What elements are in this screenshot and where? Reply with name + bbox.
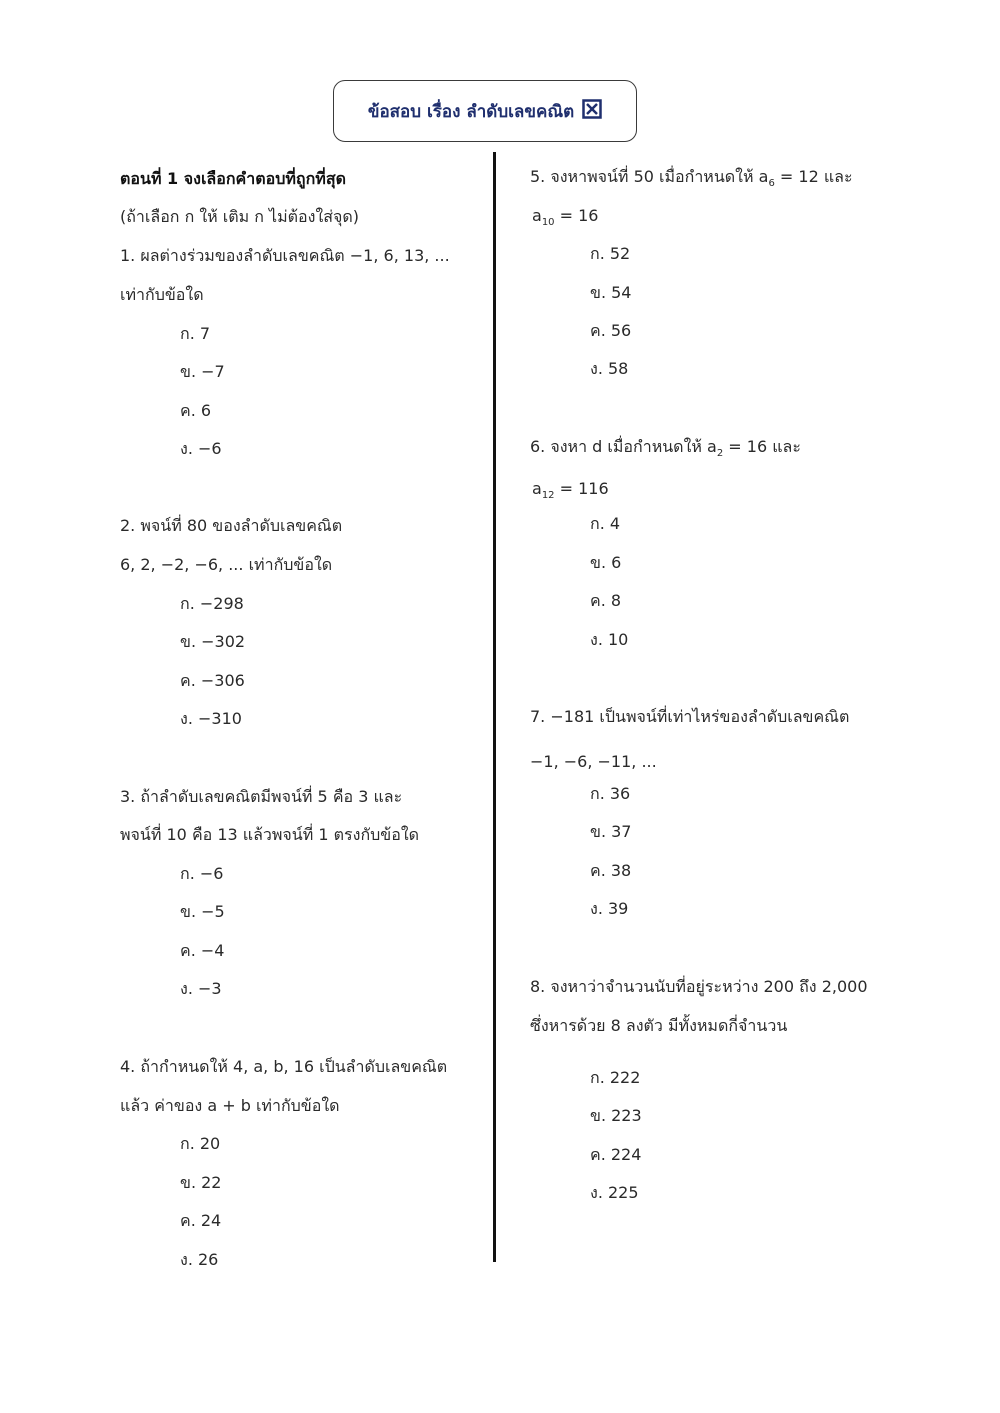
question-8-line-1: 8. จงหาว่าจำนวนนับที่อยู่ระหว่าง 200 ถึง 2,000 [530, 977, 868, 996]
question-2-choice-d[interactable]: ง. −310 [180, 709, 242, 728]
question-5-choice-a[interactable]: ก. 52 [590, 244, 631, 263]
question-5-line-2: $a_{10} = 16$ [532, 206, 599, 228]
question-6-choice-b[interactable]: ข. 6 [590, 553, 622, 572]
question-6-line-1: 6. จงหา d เมื่อกำหนดให้ $a_2 = 16$ และ [530, 437, 801, 459]
question-4-choice-a[interactable]: ก. 20 [180, 1134, 221, 1153]
question-3-choice-d[interactable]: ง. −3 [180, 979, 222, 998]
question-8-line-2: ซึ่งหารด้วย 8 ลงตัว มีทั้งหมดกี่จำนวน [530, 1016, 788, 1035]
question-7-choice-a[interactable]: ก. 36 [590, 784, 631, 803]
column-divider [493, 152, 496, 1262]
question-2-choice-c[interactable]: ค. −306 [180, 671, 245, 690]
exam-title-box [333, 80, 637, 142]
question-3-choice-a[interactable]: ก. −6 [180, 864, 224, 883]
exam-title: ข้อสอบ เรื่อง ลำดับเลขคณิต [367, 101, 575, 122]
question-4-line-2: แล้ว ค่าของ a + b เท่ากับข้อใด [120, 1096, 340, 1115]
question-8-choice-d[interactable]: ง. 225 [590, 1183, 639, 1202]
section-note: (ถ้าเลือก ก ให้ เติม ก ไม่ต้องใส่จุด) [120, 207, 360, 226]
question-4-choice-c[interactable]: ค. 24 [180, 1211, 222, 1230]
question-1-line-1: 1. ผลต่างร่วมของลำดับเลขคณิต −1, 6, 13, ... [120, 246, 450, 265]
question-6-line-2: $a_{12} = 116$ [532, 479, 609, 501]
subscript: 2 [716, 448, 724, 459]
question-7-choice-c[interactable]: ค. 38 [590, 861, 632, 880]
question-5-line-1: 5. จงหาพจน์ที่ 50 เมื่อกำหนดให้ $a_6 = 12$ และ [530, 167, 853, 189]
question-2-choice-b[interactable]: ข. −302 [180, 632, 246, 651]
question-1-choice-a[interactable]: ก. 7 [180, 324, 211, 343]
question-5-choice-c[interactable]: ค. 56 [590, 321, 632, 340]
question-8-choice-b[interactable]: ข. 223 [590, 1106, 642, 1125]
question-1-choice-b[interactable]: ข. −7 [180, 362, 225, 381]
question-5-choice-d[interactable]: ง. 58 [590, 359, 629, 378]
question-3-line-2: พจน์ที่ 10 คือ 13 แล้วพจน์ที่ 1 ตรงกับข้อใด [120, 825, 420, 844]
question-1-choice-d[interactable]: ง. −6 [180, 439, 222, 458]
question-6-choice-d[interactable]: ง. 10 [590, 630, 629, 649]
question-7-line-2: −1, −6, −11, ... [530, 752, 657, 771]
question-4-choice-d[interactable]: ง. 26 [180, 1250, 219, 1269]
question-2-line-1: 2. พจน์ที่ 80 ของลำดับเลขคณิต [120, 516, 343, 535]
question-2-line-2: 6, 2, −2, −6, ... เท่ากับข้อใด [120, 555, 333, 574]
checkbox-cross-icon [582, 99, 602, 124]
question-2-choice-a[interactable]: ก. −298 [180, 594, 244, 613]
question-6-choice-a[interactable]: ก. 4 [590, 514, 621, 533]
subscript: 6 [768, 178, 775, 189]
question-8-choice-c[interactable]: ค. 224 [590, 1145, 642, 1164]
question-7-choice-d[interactable]: ง. 39 [590, 899, 629, 918]
subscript: 10 [541, 217, 555, 228]
question-4-choice-b[interactable]: ข. 22 [180, 1173, 222, 1192]
subscript: 12 [541, 490, 555, 501]
question-6-choice-c[interactable]: ค. 8 [590, 591, 622, 610]
question-7-line-1: 7. −181 เป็นพจน์ที่เท่าไหร่ของลำดับเลขคณิต [530, 707, 850, 726]
question-7-choice-b[interactable]: ข. 37 [590, 822, 632, 841]
question-3-choice-b[interactable]: ข. −5 [180, 902, 225, 921]
question-1-choice-c[interactable]: ค. 6 [180, 401, 212, 420]
question-1-line-2: เท่ากับข้อใด [120, 285, 204, 304]
question-3-choice-c[interactable]: ค. −4 [180, 941, 225, 960]
question-8-choice-a[interactable]: ก. 222 [590, 1068, 641, 1087]
question-5-choice-b[interactable]: ข. 54 [590, 283, 632, 302]
question-4-line-1: 4. ถ้ากำหนดให้ 4, a, b, 16 เป็นลำดับเลขคณิต [120, 1057, 448, 1076]
question-3-line-1: 3. ถ้าลำดับเลขคณิตมีพจน์ที่ 5 คือ 3 และ [120, 787, 403, 806]
section-heading: ตอนที่ 1 จงเลือกคำตอบที่ถูกที่สุด [120, 169, 346, 188]
